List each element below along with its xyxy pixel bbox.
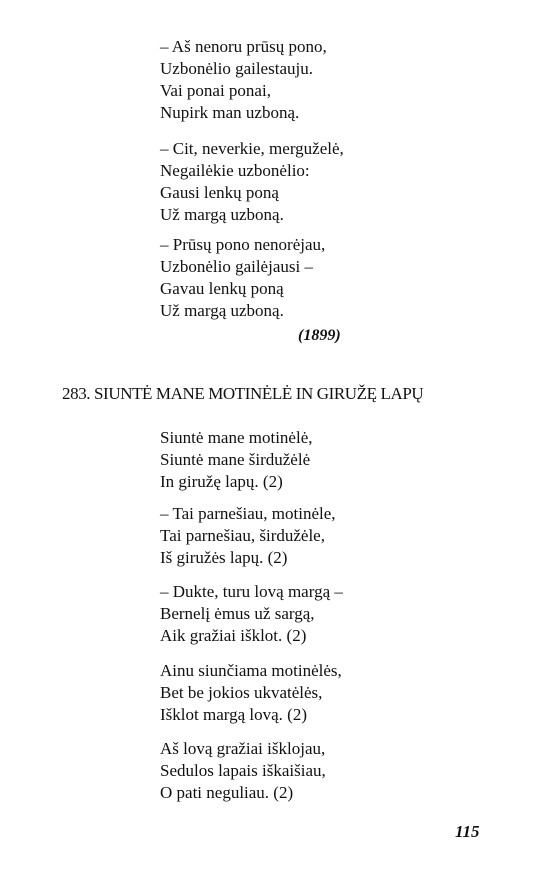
poem-line: Uzbonėlio gailestauju. — [160, 59, 313, 78]
poem-stanza — [160, 427, 313, 493]
poem-line: O pati neguliau. (2) — [160, 783, 294, 802]
poem-line: Aik gražiai išklot. (2) — [160, 626, 307, 645]
poem-stanza — [160, 138, 344, 226]
poem-stanza — [160, 738, 326, 804]
poem-line: Gavau lenkų poną — [160, 279, 284, 298]
poem-line: – Prūsų pono nenorėjau, — [160, 235, 326, 254]
poem-line: Sedulos lapais iškaišiau, — [160, 761, 326, 780]
poem-line: Negailėkie uzbonėlio: — [160, 161, 310, 180]
page-number: 115 — [455, 822, 480, 841]
poem-line: – Tai parnešiau, motinėle, — [160, 504, 336, 523]
poem-line: – Dukte, turu lovą margą – — [160, 582, 343, 601]
poem-line: Aš lovą gražiai išklojau, — [160, 739, 326, 758]
song-heading: 283. SIUNTĖ MANE MOTINĖLĖ IN GIRUŽĘ LAPŲ — [62, 384, 424, 403]
poem-stanza — [160, 36, 327, 124]
poem-date: (1899) — [298, 327, 341, 344]
poem-line: Iš giružės lapų. (2) — [160, 548, 288, 567]
poem-line: Už margą uzboną. — [160, 205, 284, 224]
poem-line: Siuntė mane motinėlė, — [160, 428, 313, 447]
poem-line: Bernelį ėmus už sargą, — [160, 604, 315, 623]
poem-stanza — [160, 660, 342, 726]
poem-line: In giružę lapų. (2) — [160, 472, 283, 491]
poem-stanza — [160, 581, 343, 647]
poem-line: Tai parnešiau, širdužėle, — [160, 526, 325, 545]
poem-line: Ainu siunčiama motinėlės, — [160, 661, 342, 680]
poem-line: – Cit, neverkie, merguželė, — [160, 139, 344, 158]
poem-line: Siuntė mane širdužėlė — [160, 450, 311, 469]
poem-stanza — [160, 503, 336, 569]
poem-line: – Aš nenoru prūsų pono, — [160, 37, 327, 56]
poem-line: Už margą uzboną. — [160, 301, 284, 320]
poem-line: Išklot margą lovą. (2) — [160, 705, 307, 724]
poem-line: Uzbonėlio gailėjausi – — [160, 257, 313, 276]
poem-stanza — [160, 234, 325, 322]
poem-line: Bet be jokios ukvatėlės, — [160, 683, 323, 702]
poem-line: Gausi lenkų poną — [160, 183, 279, 202]
poem-line: Vai ponai ponai, — [160, 81, 271, 100]
poem-line: Nupirk man uzboną. — [160, 103, 300, 122]
